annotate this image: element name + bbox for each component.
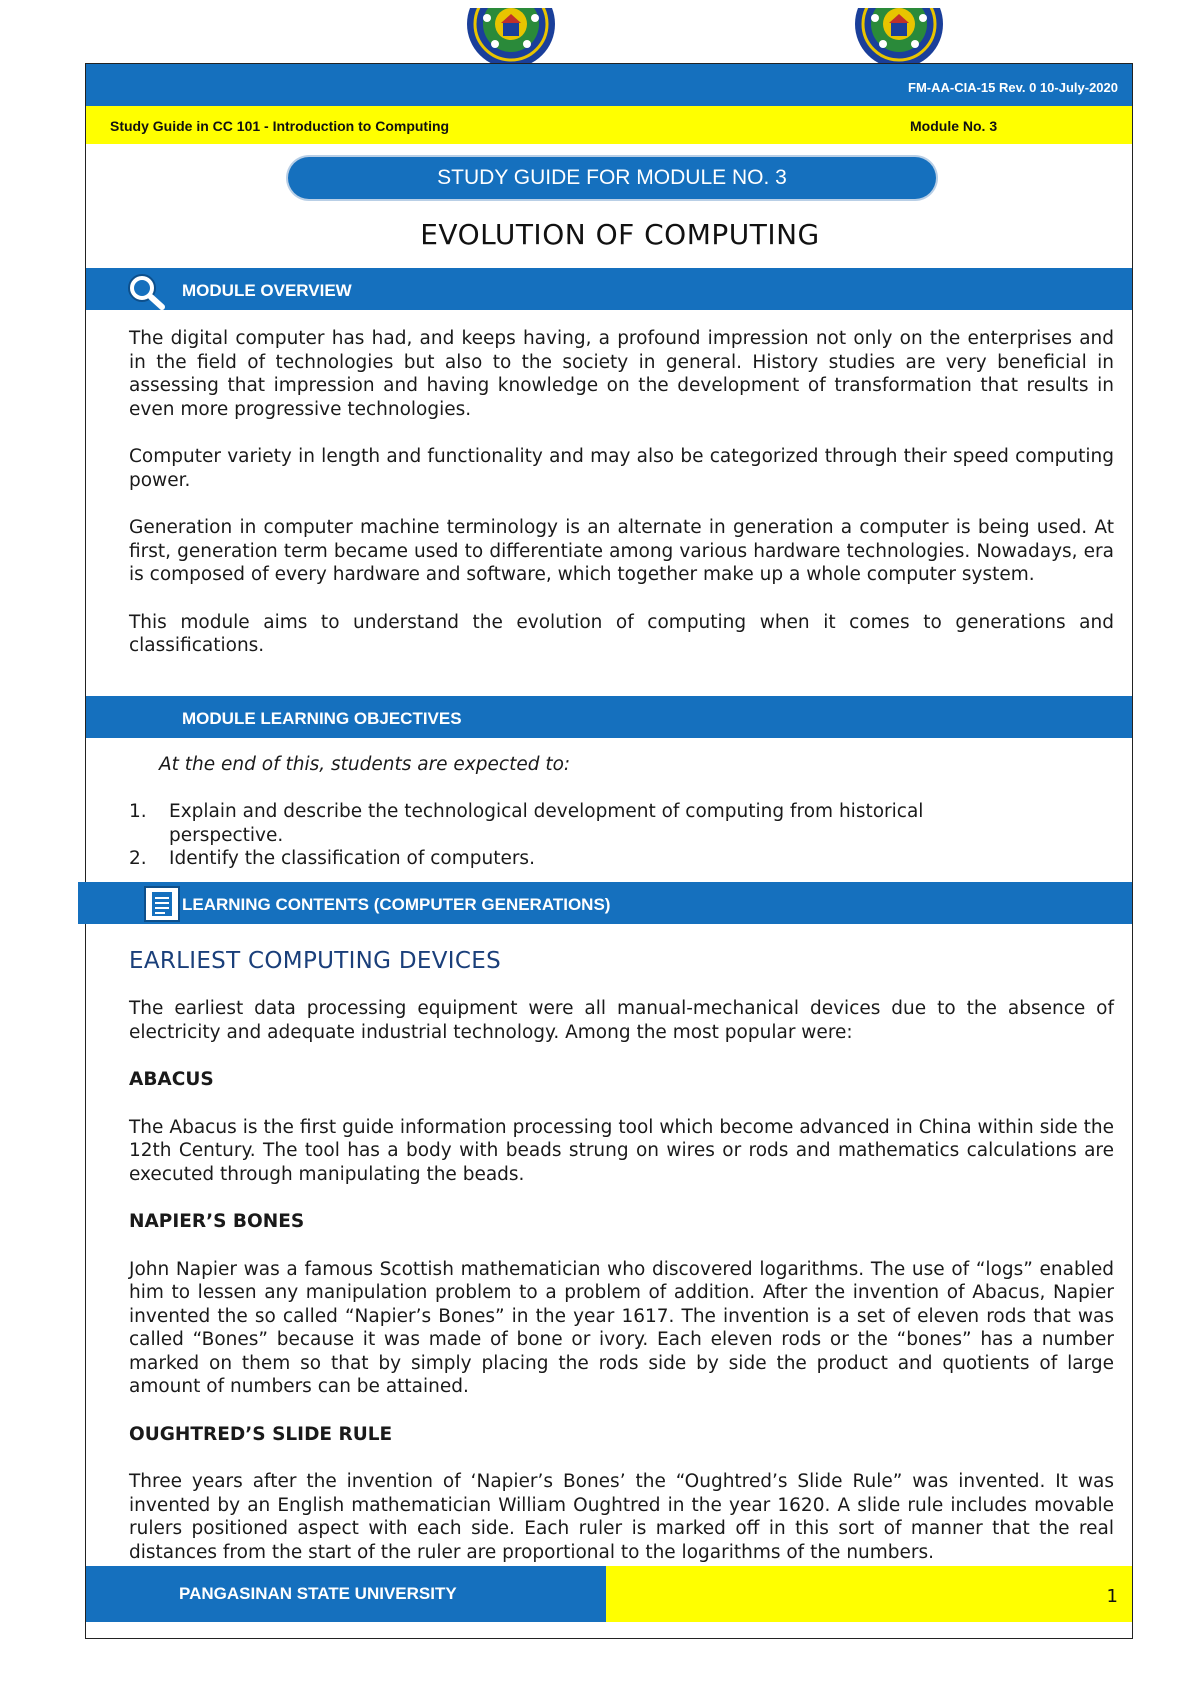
document-icon <box>144 886 180 926</box>
form-code: FM-AA-CIA-15 Rev. 0 10-July-2020 <box>908 80 1118 95</box>
contents-body <box>129 997 1114 1564</box>
university-seal-left <box>465 8 557 68</box>
device-name: NAPIER’S BONES <box>129 1211 305 1232</box>
content-heading: EARLIEST COMPUTING DEVICES <box>129 948 501 974</box>
device-name: ABACUS <box>129 1069 214 1090</box>
objectives-intro: At the end of this, students are expected to: <box>159 754 571 775</box>
overview-body <box>129 327 1114 682</box>
list-item <box>129 847 1029 871</box>
page-title: EVOLUTION OF COMPUTING <box>420 218 820 251</box>
university-name: PANGASINAN STATE UNIVERSITY <box>179 1584 457 1603</box>
section-header-objectives <box>86 696 1132 738</box>
device-entry <box>129 1210 1114 1399</box>
study-guide-pill: STUDY GUIDE FOR MODULE NO. 3 <box>288 157 936 199</box>
footer-band <box>86 1566 606 1622</box>
device-text: John Napier was a famous Scottish mathematician who discovered logarithms. The use of “logs” enabled him to lessen any manipulation problem to a problem of addition. After the invention of Abacus, Napier invented the so called “Napier’s Bones” in the year 1617. The invention is a set of eleven rods that was called “Bones” because it was made of bone or ivory. Each eleven rods or the “bones” has a number marked on them so that by simply placing the rods side by side the product and quotients of large amount of numbers can be attained. <box>129 1258 1114 1397</box>
item-text: Identify the classification of computers. <box>169 848 535 869</box>
contents-intro: The earliest data processing equipment were all manual-mechanical devices due to the absence of electricity and adequate industrial technology. Among the most popular were: <box>129 998 1114 1043</box>
footer-page-band <box>606 1566 1132 1622</box>
section-header-contents <box>78 882 1132 924</box>
overview-paragraph: This module aims to understand the evolution of computing when it comes to generations and classifications. <box>129 611 1114 656</box>
magnifier-icon <box>124 270 168 314</box>
page-number: 1 <box>1106 1586 1118 1607</box>
seal-emblem-icon <box>465 8 557 68</box>
section-label: MODULE OVERVIEW <box>182 281 352 300</box>
item-text: Explain and describe the technological development of computing from historical perspective. <box>169 801 924 846</box>
device-name: OUGHTRED’S SLIDE RULE <box>129 1423 393 1445</box>
overview-paragraph: The digital computer has had, and keeps having, a profound impression not only on the enterprises and in the field of technologies but also to the society in general. History studies are very beneficial in assessing that impression and having knowledge on the development of transformation that results in even more progressive technologies. <box>129 328 1114 420</box>
overview-paragraph: Computer variety in length and functionality and may also be categorized through their speed computing power. <box>129 446 1114 491</box>
device-text: The Abacus is the first guide information processing tool which become advanced in China within side the 12th Century. The tool has a body with beads strung on wires or rods and mathematics calculations are executed through manipulating the beads. <box>129 1116 1114 1185</box>
device-entry <box>129 1423 1114 1565</box>
device-entry <box>129 1068 1114 1186</box>
item-number: 2. <box>129 848 147 869</box>
objectives-list <box>129 800 1029 871</box>
overview-paragraph: Generation in computer machine terminology is an alternate in generation a computer is being used. At first, generation term became used to differentiate among various hardware technologies. Nowadays, era is composed of every hardware and software, which together make up a whole computer system. <box>129 517 1114 585</box>
study-guide-label: Study Guide in CC 101 - Introduction to Computing <box>110 118 450 134</box>
subheader-band <box>86 106 1132 144</box>
seal-emblem-icon <box>853 8 945 68</box>
list-item <box>129 800 1029 847</box>
item-number: 1. <box>129 801 147 822</box>
section-label: MODULE LEARNING OBJECTIVES <box>182 709 462 728</box>
university-seal-right <box>853 8 945 68</box>
section-label: LEARNING CONTENTS (COMPUTER GENERATIONS) <box>182 895 611 914</box>
device-text: Three years after the invention of ‘Napier’s Bones’ the “Oughtred’s Slide Rule” was invented. It was invented by an English mathematician William Oughtred in the year 1620. A slide rule includes movable rulers positioned aspect with each side. Each ruler is marked off in this sort of manner that the real distances from the start of the ruler are proportional to the logarithms of the numbers. <box>129 1471 1114 1563</box>
header-band <box>86 64 1132 106</box>
module-label: Module No. 3 <box>910 118 998 134</box>
section-header-overview <box>86 268 1132 310</box>
